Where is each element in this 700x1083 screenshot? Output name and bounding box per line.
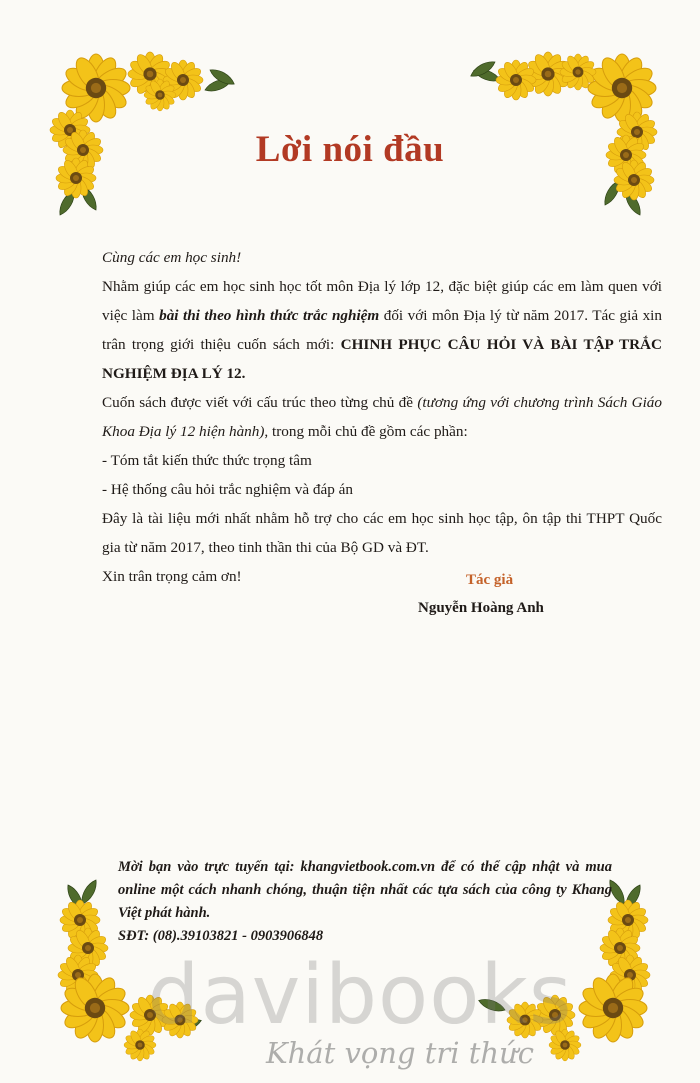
paragraph-intro-text-2: đối với môn Địa lý từ năm 2017. Tác giả xin trân trọng giới thiệu cuốn sách mới: bbox=[102, 307, 662, 353]
promo-box bbox=[118, 856, 612, 948]
book-title: CHINH PHỤC CÂU HỎI VÀ BÀI TẬP TRẮC NGHIỆM ĐỊA LÝ 12. bbox=[102, 336, 662, 382]
list-item: - Tóm tắt kiến thức thức trọng tâm bbox=[102, 452, 312, 469]
paragraph-structure-text-2: , trong mỗi chủ đề gồm các phần: bbox=[264, 423, 468, 440]
page-title: Lời nói đầu bbox=[255, 129, 445, 170]
promo-phone: SĐT: (08).39103821 - 0903906848 bbox=[118, 928, 324, 944]
preface-body bbox=[102, 243, 662, 591]
emphasis-exam-format: bài thi theo hình thức trắc nghiệm bbox=[159, 307, 380, 324]
list-item: - Hệ thống câu hỏi trắc nghiệm và đáp án bbox=[102, 481, 353, 498]
paragraph-purpose: Đây là tài liệu mới nhất nhằm hỗ trợ cho các em học sinh học tập, ôn tập thi THPT Quốc gia từ năm 2017, theo tinh thần thi của Bộ GD và ĐT. bbox=[102, 510, 662, 556]
thanks-line: Xin trân trọng cảm ơn! bbox=[102, 568, 242, 585]
greeting: Cùng các em học sinh! bbox=[102, 249, 242, 266]
promo-text: Mời bạn vào trực tuyến tại: khangvietbook.com.vn để có thể cập nhật và mua online một cách nhanh chóng, thuận tiện nhất các tựa sách của công ty Khang Việt phát hành. bbox=[118, 859, 612, 921]
paragraph-structure bbox=[102, 388, 662, 446]
paragraph-structure-text: Cuốn sách được viết với cấu trúc theo từng chủ đề bbox=[102, 394, 418, 411]
watermark-logo: davibooks bbox=[147, 948, 573, 1043]
watermark-tagline: Khát vọng tri thức bbox=[265, 1036, 535, 1070]
paragraph-intro-text: Nhằm giúp các em học sinh học tốt môn Địa lý lớp 12, đặc biệt giúp các em làm quen với việc làm bbox=[102, 278, 662, 324]
author-name: Nguyễn Hoàng Anh bbox=[418, 600, 544, 616]
paragraph-intro bbox=[102, 272, 662, 388]
curriculum-note: (tương ứng với chương trình Sách Giáo Khoa Địa lý 12 hiện hành) bbox=[102, 394, 662, 440]
signature-label: Tác giả bbox=[466, 572, 514, 588]
